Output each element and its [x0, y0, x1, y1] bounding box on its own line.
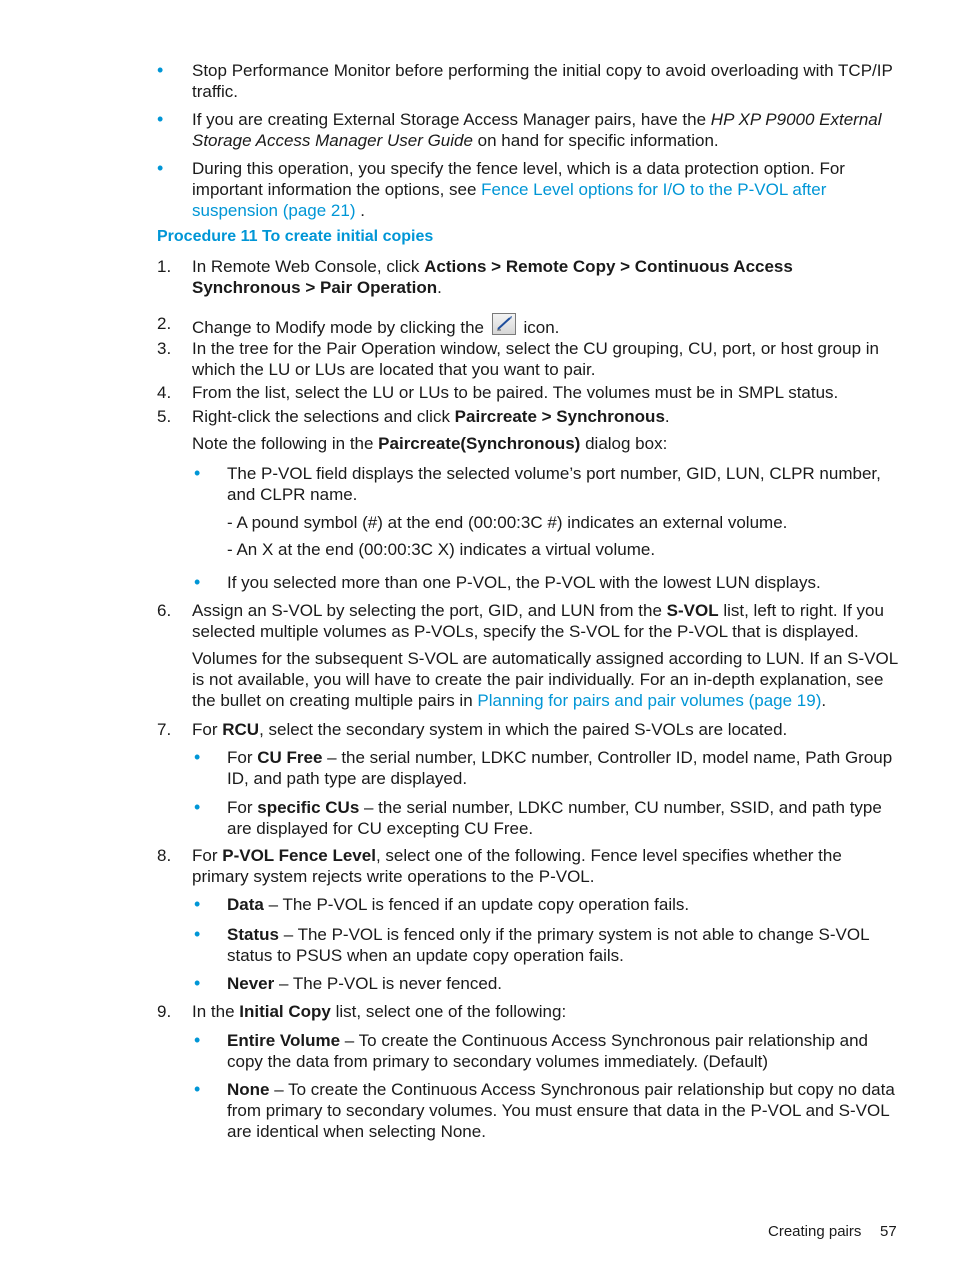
sub-bullet: • Never – The P-VOL is never fenced.	[227, 973, 897, 994]
menu-path: Actions > Remote Copy > Continuous Access Synchronous > Pair Operation	[192, 257, 793, 297]
sub-bullet: • None – To create the Continuous Access Synchronous pair relationship but copy no data from primary to secondary volumes. You must ensure that data in the P-VOL and S-VOL are identical when selecting None.	[227, 1079, 897, 1142]
modify-mode-icon	[492, 313, 516, 335]
sub-note: - An X at the end (00:00:3C X) indicates a virtual volume.	[227, 540, 656, 559]
step-2: 2. Change to Modify mode by clicking the icon.	[157, 314, 560, 337]
sub-bullet: • If you selected more than one P-VOL, the P-VOL with the lowest LUN displays.	[227, 572, 897, 593]
footer-section: Creating pairs	[768, 1223, 862, 1240]
sub-bullet: • For specific CUs – the serial number, LDKC number, CU number, SSID, and path type are displayed for CU excepting CU Free.	[227, 797, 897, 839]
bullet-item: • If you are creating External Storage Access Manager pairs, have the HP XP P9000 External Storage Access Manager User Guide on hand for specific information.	[192, 109, 898, 151]
procedure-heading: Procedure 11 To create initial copies	[157, 228, 434, 245]
sub-bullet: • The P-VOL field displays the selected volume’s port number, GID, LUN, CLPR number, and CLPR name.	[227, 463, 897, 505]
sub-bullet: • Data – The P-VOL is fenced if an update copy operation fails.	[227, 894, 897, 915]
step-6-para: Volumes for the subsequent S-VOL are automatically assigned according to LUN. If an S-VOL is not available, you will have to create the pair individually. For an in-depth explanation, see the bullet on creating multiple pairs in Planning for pairs and pair volumes (page 19).	[192, 649, 898, 710]
sub-bullet: • Entire Volume – To create the Continuous Access Synchronous pair relationship and copy the data from primary to secondary volumes immediately. (Default)	[227, 1030, 897, 1072]
step-5-note: Note the following in the Paircreate(Synchronous) dialog box:	[192, 434, 668, 453]
planning-pairs-link[interactable]: Planning for pairs and pair volumes (page 19)	[477, 691, 822, 710]
step-8: 8. For P-VOL Fence Level, select one of the following. Fence level specifies whether the primary system rejects write operations to the P-VOL.	[157, 846, 842, 886]
step-3: 3. In the tree for the Pair Operation window, select the CU grouping, CU, port, or host group in which the LU or LUs are located that you want to pair.	[157, 339, 879, 379]
step-5: 5. Right-click the selections and click Paircreate > Synchronous.	[157, 407, 670, 426]
page-number: 57	[880, 1223, 897, 1240]
step-1: 1. In Remote Web Console, click Actions > Remote Copy > Continuous Access Synchronous > Pair Operation.	[157, 257, 793, 297]
sub-bullet: • For CU Free – the serial number, LDKC number, Controller ID, model name, Path Group ID, and path type are displayed.	[227, 747, 897, 789]
step-7: 7. For RCU, select the secondary system in which the paired S-VOLs are located.	[157, 720, 788, 739]
sub-bullet: • Status – The P-VOL is fenced only if the primary system is not able to change S-VOL status to PSUS when an update copy operation fails.	[227, 924, 897, 966]
step-6: 6. Assign an S-VOL by selecting the port, GID, and LUN from the S-VOL list, left to right. If you selected multiple volumes as P-VOLs, specify the S-VOL for the P-VOL that is displayed.	[157, 601, 884, 641]
step-4: 4. From the list, select the LU or LUs to be paired. The volumes must be in SMPL status.	[157, 383, 839, 402]
bullet-item: • Stop Performance Monitor before performing the initial copy to avoid overloading with TCP/IP traffic.	[192, 60, 898, 102]
guide-title: HP XP P9000 External Storage Access Manager User Guide	[192, 110, 882, 150]
fence-level-link[interactable]: Fence Level options for I/O to the P-VOL after suspension (page 21)	[192, 180, 827, 220]
step-9: 9. In the Initial Copy list, select one of the following:	[157, 1002, 567, 1021]
sub-note: - A pound symbol (#) at the end (00:00:3C #) indicates an external volume.	[227, 513, 788, 532]
bullet-item: • During this operation, you specify the fence level, which is a data protection option. For important information the options, see Fence Level options for I/O to the P-VOL after suspension (page 21) .	[192, 158, 898, 221]
